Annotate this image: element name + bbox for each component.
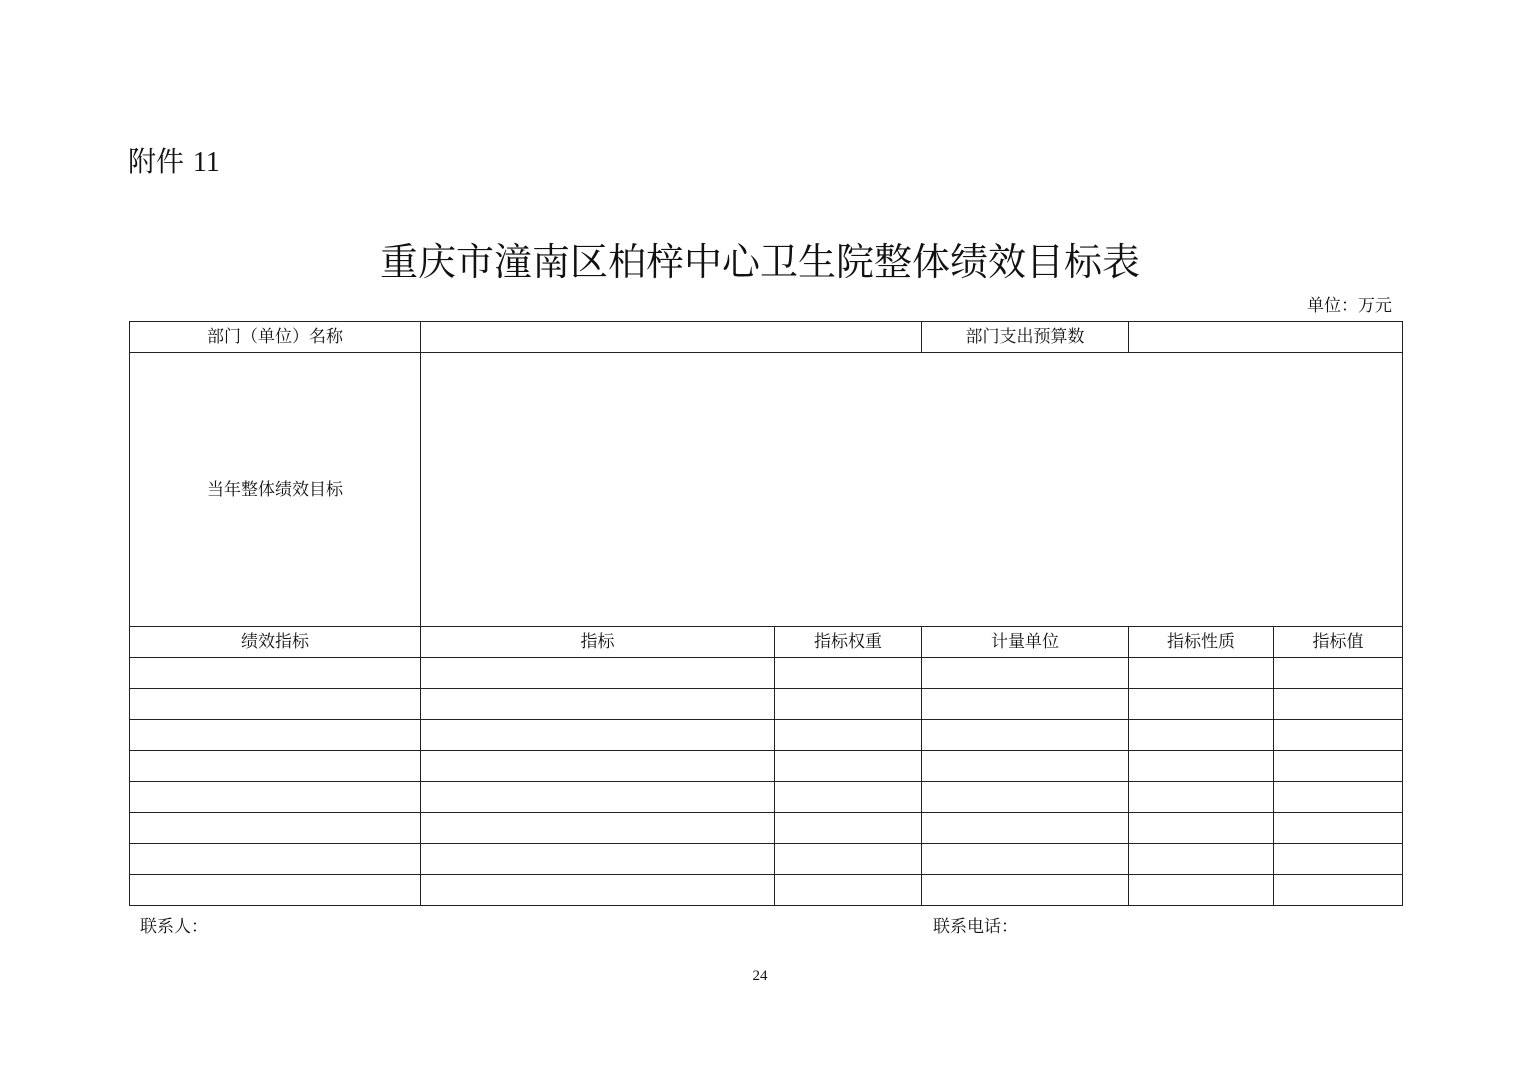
table-cell — [421, 658, 775, 689]
document-title: 重庆市潼南区柏梓中心卫生院整体绩效目标表 — [379, 240, 1140, 284]
table-cell — [421, 782, 775, 813]
header-row — [130, 627, 1403, 658]
dept-row — [130, 322, 1403, 353]
table-cell — [421, 689, 775, 720]
table-cell — [775, 844, 922, 875]
contact-person-label: 联系人： — [140, 917, 208, 937]
table-cell — [775, 782, 922, 813]
table-cell — [775, 751, 922, 782]
header-unit: 计量单位 — [922, 627, 1129, 658]
table-cell — [1274, 658, 1403, 689]
budget-value — [1129, 322, 1403, 353]
dept-name-value — [421, 322, 922, 353]
table-cell — [1129, 689, 1274, 720]
table-cell — [922, 689, 1129, 720]
table-row — [130, 782, 1403, 813]
budget-label: 部门支出预算数 — [922, 322, 1129, 353]
table-row — [130, 720, 1403, 751]
table-cell — [922, 751, 1129, 782]
table-cell — [1129, 751, 1274, 782]
table-cell — [922, 782, 1129, 813]
table-cell — [1129, 720, 1274, 751]
table-row — [130, 813, 1403, 844]
table-cell — [922, 720, 1129, 751]
table-cell — [130, 875, 421, 906]
attachment-label — [128, 142, 220, 183]
goal-row — [130, 353, 1403, 627]
table-cell — [1274, 844, 1403, 875]
table-cell — [1129, 844, 1274, 875]
table-cell — [922, 844, 1129, 875]
page-number: 24 — [752, 968, 768, 984]
goal-label: 当年整体绩效目标 — [130, 353, 421, 627]
table-cell — [1129, 875, 1274, 906]
table-row — [130, 751, 1403, 782]
table-cell — [1129, 658, 1274, 689]
header-nature: 指标性质 — [1129, 627, 1274, 658]
table-cell — [130, 720, 421, 751]
contact-phone-label: 联系电话： — [933, 917, 1018, 937]
attachment-text: 附件 — [128, 145, 185, 178]
table-cell — [775, 720, 922, 751]
table-cell — [1274, 875, 1403, 906]
unit-note: 单位：万元 — [1307, 296, 1392, 316]
table-cell — [775, 689, 922, 720]
table-row — [130, 875, 1403, 906]
table-cell — [1274, 689, 1403, 720]
table-cell — [1274, 720, 1403, 751]
header-weight: 指标权重 — [775, 627, 922, 658]
table-cell — [130, 782, 421, 813]
table-cell — [922, 658, 1129, 689]
data-rows — [130, 658, 1403, 906]
table-cell — [421, 720, 775, 751]
table-cell — [130, 813, 421, 844]
table-row — [130, 658, 1403, 689]
table-cell — [775, 658, 922, 689]
table-cell — [421, 751, 775, 782]
attachment-number: 11 — [192, 147, 220, 178]
table-cell — [1129, 782, 1274, 813]
table-cell — [421, 813, 775, 844]
table-cell — [922, 875, 1129, 906]
table-cell — [922, 813, 1129, 844]
table-cell — [775, 875, 922, 906]
table-cell — [130, 844, 421, 875]
table-cell — [775, 813, 922, 844]
table-cell — [1274, 782, 1403, 813]
table-cell — [421, 875, 775, 906]
header-indicator-category: 绩效指标 — [130, 627, 421, 658]
table-cell — [421, 844, 775, 875]
header-value: 指标值 — [1274, 627, 1403, 658]
table-cell — [130, 658, 421, 689]
table-cell — [1274, 813, 1403, 844]
goal-value — [421, 353, 1403, 627]
header-indicator: 指标 — [421, 627, 775, 658]
dept-name-label: 部门（单位）名称 — [130, 322, 421, 353]
table-row — [130, 844, 1403, 875]
table-cell — [130, 751, 421, 782]
table-cell — [130, 689, 421, 720]
table-row — [130, 689, 1403, 720]
performance-target-table — [129, 321, 1403, 906]
table-cell — [1274, 751, 1403, 782]
table-cell — [1129, 813, 1274, 844]
